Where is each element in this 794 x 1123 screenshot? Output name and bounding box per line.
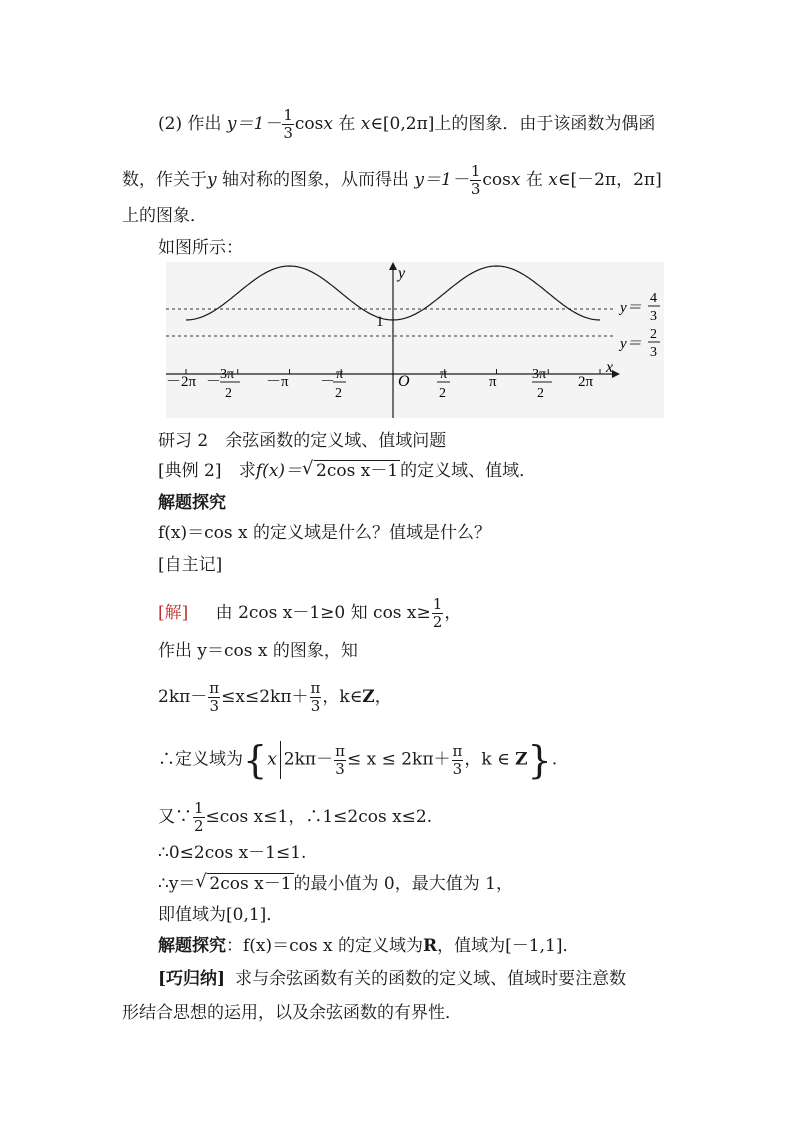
var-x: x	[510, 170, 521, 190]
var-y: y	[207, 170, 217, 190]
text: ≤ x ≤ 2kπ＋	[346, 749, 451, 770]
set-Z: Z	[515, 749, 528, 770]
set-bar	[280, 741, 281, 779]
text: 在	[525, 170, 543, 190]
text: ≤cos x≤1，∴1≤2cos x≤2.	[205, 807, 433, 827]
upper-den: 3	[650, 309, 657, 324]
den: 2	[194, 817, 204, 835]
text: ，k∈	[322, 687, 363, 707]
tick-frac-num: 3π	[220, 367, 235, 382]
den: 3	[283, 124, 293, 142]
right-brace: }	[527, 738, 552, 782]
text: 数，作关于	[122, 170, 207, 190]
num: 1	[194, 799, 204, 817]
upper-num: 4	[650, 291, 657, 306]
x-axis-arrow-icon	[612, 370, 620, 378]
den: 3	[452, 759, 463, 778]
explore-question: f(x)＝cos x 的定义域是什么？值域是什么？	[158, 523, 492, 543]
solution-line-2: 作出 y＝cos x 的图象，知	[158, 641, 358, 661]
num: π	[452, 741, 463, 760]
den: 3	[335, 759, 345, 778]
tick-label-neg-sign: －	[206, 374, 222, 390]
origin-label: O	[398, 373, 410, 390]
graph-svg	[166, 262, 664, 418]
text: 的最小值为 0，最大值为 1，	[293, 874, 513, 894]
text: (2) 作出	[158, 114, 222, 134]
tick-label-neg-sign: －	[320, 374, 336, 390]
num: 1	[283, 106, 293, 124]
sqrt	[195, 873, 293, 895]
den: 2	[432, 613, 443, 631]
tick-frac-den: 2	[225, 386, 232, 401]
tick-frac-den: 2	[537, 386, 544, 401]
lower-line-label: y＝	[620, 336, 642, 352]
section-heading: 研习 2 余弦函数的定义域、值域问题	[158, 431, 447, 451]
tick-frac-den: 2	[335, 386, 342, 401]
solution-line-1: [解] 由 2cos x－1≥0 知 cos x≥ $\frac{1}{2}$ ，	[158, 595, 462, 631]
solution-line-3: 2kπ－ $\frac{\pi}{3}$ ≤x≤2kπ＋ $\frac{\pi}{3}$ ，k∈Z，	[158, 679, 392, 715]
solution-line-4: ∴定义域为{x 2kπ－ $\frac{\pi}{3}$ ≤ x ≤ 2kπ＋ $\frac{\pi}{3}$ ，k ∈ Z}.	[158, 738, 558, 782]
part2-line-4: 如图所示：	[158, 238, 243, 258]
text: ∴定义域为	[158, 749, 243, 770]
solution-line-7	[158, 873, 513, 895]
fraction-one-half	[432, 596, 444, 631]
fraction-pi-third	[310, 680, 322, 715]
text: ：f(x)＝cos x 的定义域为	[226, 936, 424, 956]
text: 在	[338, 114, 356, 134]
example-tag: [典例 2]	[158, 461, 222, 481]
tick-frac-num: π	[440, 367, 448, 382]
radicand: 2cos x－1	[316, 461, 399, 481]
tick-frac-num: π	[336, 367, 344, 382]
part2-line-2	[122, 163, 662, 198]
den: 3	[470, 180, 481, 198]
tick-frac-den: 2	[439, 386, 446, 401]
cosine-graph	[166, 262, 664, 418]
sqrt	[302, 460, 400, 482]
text: 2kπ－	[283, 749, 334, 770]
fraction-pi-third	[334, 743, 346, 778]
fraction-one-third	[470, 163, 482, 198]
text: ∈[－2π，2π]	[557, 170, 662, 190]
text: 2kπ－	[158, 687, 208, 707]
fraction-pi-third	[452, 743, 464, 778]
text: 由 2cos x－1≥0 知 cos x≥	[215, 603, 431, 623]
tick-frac-num: 3π	[532, 367, 547, 382]
text: 求	[238, 461, 256, 481]
explore-answer	[158, 935, 579, 957]
den: 3	[209, 697, 219, 715]
num: π	[335, 741, 345, 760]
var-x: x	[323, 114, 333, 134]
x-axis-label: x	[606, 359, 614, 376]
y-axis-arrow-icon	[389, 262, 397, 270]
fx: f(x)＝	[255, 461, 303, 481]
fraction-pi-third	[208, 680, 220, 715]
example-line	[158, 460, 536, 482]
text: ，k ∈	[464, 749, 516, 770]
set-Z: Z	[362, 687, 375, 707]
text: 求与余弦函数有关的函数的定义域、值域时要注意数	[235, 969, 627, 989]
radicand: 2cos x－1	[209, 874, 292, 894]
part2-line-1	[158, 107, 655, 142]
fraction-one-third	[282, 107, 294, 142]
var-x: x	[267, 749, 277, 770]
var-x: x	[548, 170, 558, 190]
num: 1	[432, 595, 443, 613]
tick-label-pi: π	[489, 374, 497, 390]
text: ∴y＝	[158, 874, 196, 894]
set-R: R	[423, 936, 438, 956]
self-note: [自主记]	[158, 555, 223, 575]
num: π	[209, 679, 220, 697]
text: 轴对称的图象，从而得出	[222, 170, 410, 190]
num: 1	[470, 162, 481, 180]
lower-den: 3	[650, 345, 657, 360]
solution-line-5	[158, 800, 432, 835]
cos: cos	[482, 170, 511, 190]
var-x: x	[360, 114, 371, 134]
summary-tag: [巧归纳]	[158, 969, 226, 989]
cos: cos	[294, 114, 324, 134]
tick-label-2pi: 2π	[578, 374, 594, 390]
text: ，值域为[－1,1]．	[437, 936, 580, 956]
tick-label-neg-2pi: －2π	[166, 374, 197, 390]
text: ≤x≤2kπ＋	[221, 687, 309, 707]
num: π	[310, 679, 321, 697]
part2-line-3: 上的图象．	[122, 206, 207, 226]
tick-one-label: 1	[376, 314, 384, 330]
solution-line-6: ∴0≤2cos x－1≤1.	[158, 843, 307, 863]
text: ∈[0,2π]上的图象．由于该函数为偶函	[370, 114, 656, 134]
jie-tag: [解]	[158, 603, 189, 623]
math-expr: y＝1－	[226, 114, 282, 134]
left-brace: {	[243, 738, 268, 782]
math-expr: y＝1－	[414, 170, 469, 190]
lower-num: 2	[650, 327, 657, 342]
explore-title: 解题探究	[158, 493, 226, 513]
summary-line-1	[158, 968, 626, 990]
den: 3	[310, 697, 321, 715]
solution-line-8: 即值域为[0,1]．	[158, 905, 284, 925]
text: 的定义域、值域．	[400, 461, 537, 481]
fraction-one-half	[193, 800, 205, 835]
summary-line-2: 形结合思想的运用，以及余弦函数的有界性．	[122, 1003, 462, 1023]
y-axis-label: y	[398, 265, 406, 282]
upper-line-label: y＝	[620, 300, 642, 316]
text: 又∵	[158, 807, 192, 827]
explore-title-2: 解题探究	[158, 936, 226, 956]
tick-label-neg-pi: －π	[266, 374, 289, 390]
